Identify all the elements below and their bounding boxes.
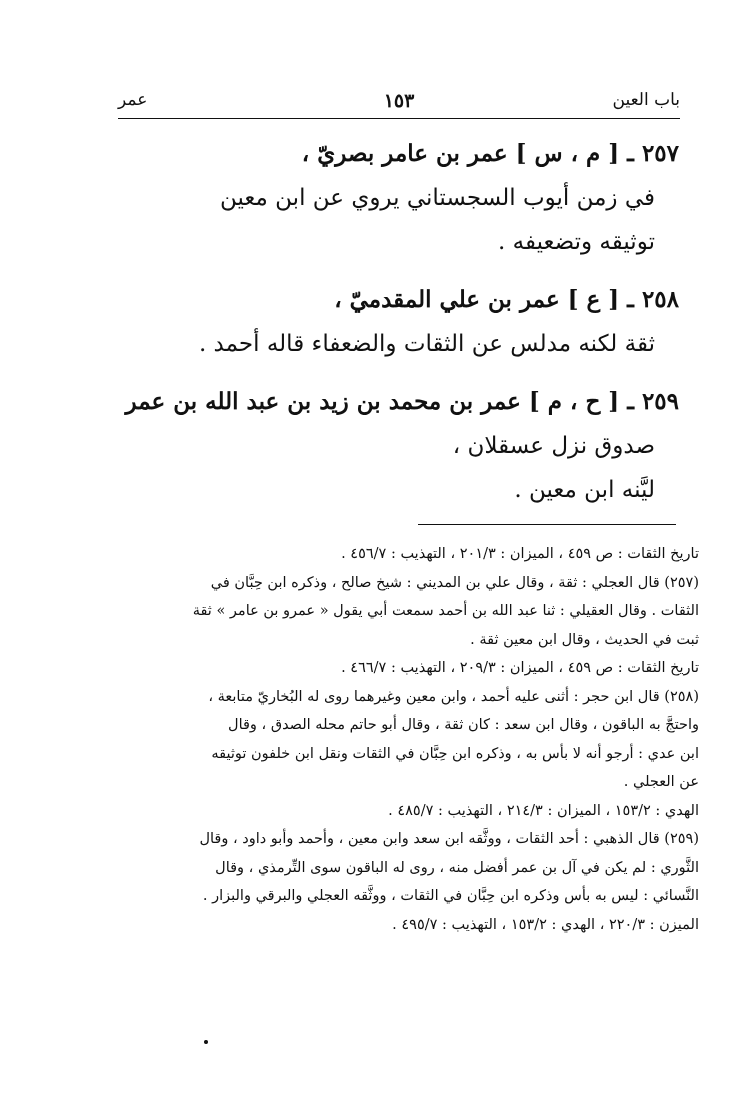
page-number: ١٥٣ xyxy=(383,90,415,112)
entry-line: صدوق نزل عسقلان ، xyxy=(452,433,655,459)
footnote-line: ابن عدي : أرجو أنه لا بأس به ، وذكره ابن حِبَّان في الثقات ونقل ابن خلفون توثيقه xyxy=(211,745,699,762)
entry-257 xyxy=(159,132,679,264)
footnote-line: الميزن : ٢٢٠/٣ ، الهدي : ١٥٣/٢ ، التهذيب : ٤٩٥/٧ . xyxy=(392,916,699,933)
footnote-line: الثَّوري : لم يكن في آل بن عمر أفضل منه ، روى له الباقون سوى التِّرمذي ، وقال xyxy=(215,859,699,876)
header-chapter-title: باب العين xyxy=(612,90,680,110)
footnote-line: (٢٥٩) قال الذهبي : أحد الثقات ، ووثَّقه ابن سعد وابن معين ، وأحمد وأبو داود ، وقال xyxy=(199,831,699,847)
main-entries xyxy=(125,132,679,526)
footnote-line: واحتجَّ به الباقون ، وقال ابن سعد : كان ثقة ، وقال أبو حاتم محله الصدق ، وقال xyxy=(228,717,699,733)
footnote-line: الثقات . وقال العقيلي : ثنا عبد الله بن أحمد سمعت أبي يقول « عمرو بن عامر » ثقة xyxy=(192,603,699,619)
footnote-line: تاريخ الثقات : ص ٤٥٩ ، الميزان : ٢٠٩/٣ ، التهذيب : ٤٦٦/٧ . xyxy=(341,660,699,676)
footnote-line: الهدي : ١٥٣/٢ ، الميزان : ٢١٤/٣ ، التهذيب : ٤٨٥/٧ . xyxy=(388,802,699,819)
entry-heading: ٢٥٩ ـ [ ح ، م ] عمر بن محمد بن زيد بن عبد الله بن عمر xyxy=(125,388,679,415)
footnote-line: ثبت في الحديث ، وقال ابن معين ثقة . xyxy=(470,631,699,648)
footnote-line: عن العجلي . xyxy=(623,774,699,790)
page-header xyxy=(118,88,680,119)
footnotes xyxy=(59,540,699,939)
entry-259 xyxy=(125,380,679,512)
entry-line: ليَّنه ابن معين . xyxy=(514,477,655,503)
footnote-line: (٢٥٧) قال العجلي : ثقة ، وقال علي بن المديني : شيخ صالح ، وذكره ابن حِبَّان في xyxy=(210,574,699,591)
footnote-line: تاريخ الثقات : ص ٤٥٩ ، الميزان : ٢٠١/٣ ، التهذيب : ٤٥٦/٧ . xyxy=(341,546,699,562)
entry-line: ثقة لكنه مدلس عن الثقات والضعفاء قاله أحمد . xyxy=(198,331,655,357)
entry-line: في زمن أيوب السجستاني يروي عن ابن معين xyxy=(219,185,655,211)
footnote-line: (٢٥٨) قال ابن حجر : أثنى عليه أحمد ، وابن معين وغيرهما روى له البُخاريّ متابعة ، xyxy=(208,688,699,705)
entry-heading: ٢٥٧ ـ [ م ، س ] عمر بن عامر بصريّ ، xyxy=(301,140,679,167)
entry-258 xyxy=(159,278,679,366)
entry-line: توثيقه وتضعيفه . xyxy=(498,229,655,255)
entry-heading: ٢٥٨ ـ [ ع ] عمر بن علي المقدميّ ، xyxy=(334,286,679,313)
page-speck xyxy=(204,1040,208,1044)
footnote-separator xyxy=(418,524,676,525)
footnote-line: النَّسائي : ليس به بأس وذكره ابن حِبَّان في الثقات ، ووثَّقه العجلي والبرقي والبزار . xyxy=(202,888,699,904)
header-keyword: عمر xyxy=(118,90,148,110)
